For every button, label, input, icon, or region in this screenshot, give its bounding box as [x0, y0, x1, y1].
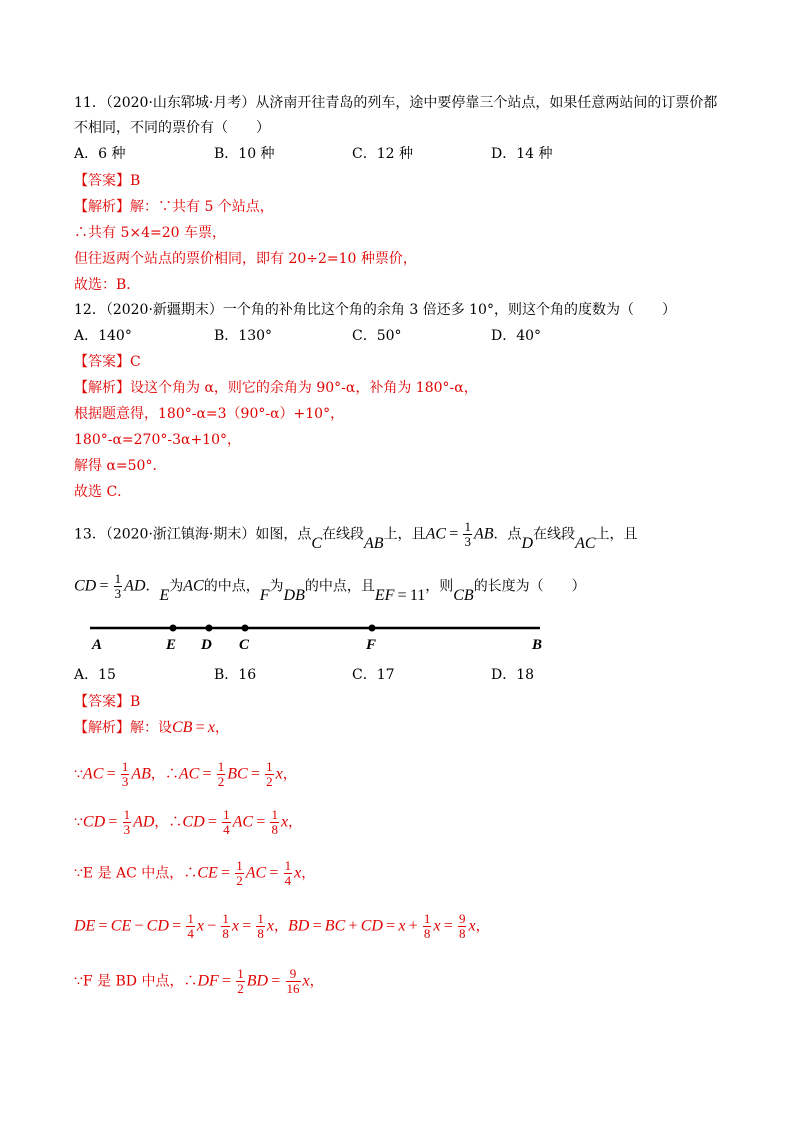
- label-b: B: [532, 637, 543, 653]
- q12-option-d: D．40°: [491, 328, 542, 344]
- point-f: [369, 625, 376, 632]
- q13-answer: 【答案】B: [74, 694, 141, 710]
- q11-answer: 【答案】B: [74, 173, 141, 189]
- q12-stem: 12．（2020·新疆期末）一个角的补角比这个角的余角 3 倍还多 10°，则这个角的度数为（ ）: [74, 302, 676, 318]
- label-d: D: [201, 637, 212, 653]
- q11-stem-line1: 11．（2020·山东郓城·月考）从济南开往青岛的列车，途中要停靠三个站点，如果任意两站间的订票价都: [74, 95, 718, 111]
- q11-option-c: C．12 种: [352, 146, 413, 162]
- point-d: [206, 625, 213, 632]
- q11-analysis-line1: 【解析】解：∵共有 5 个站点，: [74, 199, 274, 215]
- q12-option-c: C．50°: [352, 328, 402, 344]
- q13-analysis-line4: ∵E 是 AC 中点，∴CE = $\frac{1}{2}$ AC = $\frac{1}{4}$ x，: [74, 858, 316, 888]
- q12-analysis-line4: 解得 α=50°．: [74, 458, 167, 474]
- q12-analysis-line3: 180°-α=270°-3α+10°，: [74, 432, 241, 448]
- line-segment-figure: [80, 618, 550, 654]
- q11-option-b: B．10 种: [214, 146, 275, 162]
- q11-analysis-line4: 故选：B．: [74, 277, 141, 293]
- q13-analysis-line5: DE = CE − CD = $\frac{1}{4}$ x − $\frac{1}{8}$ x = $\frac{1}{8}$ x，BD = BC + CD = x + $\frac{1}{8}$ x = $\frac{9}{8}$ x，: [74, 911, 490, 941]
- q12-option-b: B．130°: [214, 328, 273, 344]
- label-a: A: [92, 637, 103, 653]
- label-e: E: [166, 637, 177, 653]
- q11-stem-line2: 不相同，不同的票价有（ ）: [74, 120, 270, 136]
- label-f: F: [366, 637, 377, 653]
- q13-option-a: A．15: [74, 667, 116, 683]
- q12-answer: 【答案】C: [74, 354, 141, 370]
- q11-analysis-line3: 但往返两个站点的票价相同，即有 20÷2=10 种票价，: [74, 251, 417, 267]
- q12-analysis-line5: 故选 C．: [74, 484, 132, 500]
- q12-analysis-line1: 【解析】设这个角为 α，则它的余角为 90°-α，补角为 180°-α，: [74, 380, 478, 396]
- q13-option-c: C．17: [352, 667, 395, 683]
- q13-stem-line1: 13．（2020·浙江镇海·期末）如图，点C在线段AB上，且AC = $\frac{1}{3}$ AB．点D在线段AC上，且: [74, 519, 638, 552]
- label-c: C: [239, 637, 250, 653]
- q13-analysis-line1: 【解析】解：设CB = x，: [74, 719, 229, 736]
- q12-option-a: A．140°: [74, 328, 132, 344]
- q13-stem-line2: CD = $\frac{1}{3}$ AD．E为AC的中点，F为DB的中点，且EF = 11，则CB的长度为（ ）: [74, 571, 586, 604]
- q13-option-b: B．16: [214, 667, 257, 683]
- q13-analysis-line2: ∵AC = $\frac{1}{3}$ AB，∴AC = $\frac{1}{2}$ BC = $\frac{1}{2}$ x，: [74, 759, 297, 789]
- q13-analysis-line3: ∵CD = $\frac{1}{3}$ AD，∴CD = $\frac{1}{4}$ AC = $\frac{1}{8}$ x，: [74, 807, 303, 837]
- q13-analysis-line6: ∵F 是 BD 中点，∴DF = $\frac{1}{2}$ BD = $\frac{9}{16}$ x，: [74, 966, 324, 996]
- q12-analysis-line2: 根据题意得，180°-α=3（90°-α）+10°，: [74, 406, 345, 422]
- q11-option-d: D．14 种: [491, 146, 553, 162]
- point-c: [242, 625, 249, 632]
- q11-option-a: A．6 种: [74, 146, 126, 162]
- q13-option-d: D．18: [491, 667, 535, 683]
- q11-analysis-line2: ∴共有 5×4=20 车票，: [74, 225, 226, 241]
- point-e: [170, 625, 177, 632]
